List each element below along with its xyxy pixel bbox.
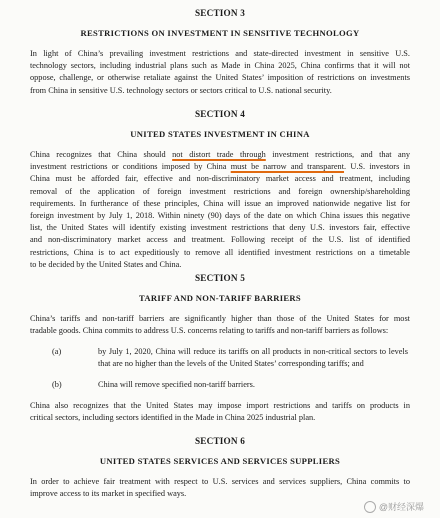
section-6-heading: SECTION 6 [194, 436, 246, 446]
text-run: China recognizes that China should [30, 150, 173, 159]
paragraph-line: China must be afforded fair, effective and non-discriminatory market access and treatment, including [30, 174, 410, 184]
section-3-heading: SECTION 3 [194, 8, 246, 18]
paragraph-line: from China in sensitive U.S. technology sectors or sectors critical to U.S. national security. [30, 85, 332, 95]
paragraph-line: In order to achieve fair treatment with respect to U.S. services and services suppliers, China commits to [30, 477, 410, 486]
list-item-text [98, 379, 408, 391]
text-run: investment restrictions, and that any [265, 150, 410, 159]
text-run: investment restrictions or conditions imposed by China [30, 162, 231, 172]
paragraph-line: requirements. In furtherance of these principles, China will issue an improved nationwide negative list for [30, 198, 410, 208]
list-item-b [0, 379, 440, 393]
paragraph-line: foreign investment by July 1, 2018. Within ninety (90) days of the date on which China issues this negative [30, 211, 410, 221]
paragraph-line: critical sectors, including sectors identified in the Made in China 2025 industrial plan. [30, 413, 316, 423]
section-5-closing [30, 400, 410, 424]
paragraph-line: restrictions, China is to act expeditiously to remove all identified investment restrictions on a timetable [30, 247, 410, 257]
list-item-text [98, 346, 408, 370]
paragraph-line: In light of China’s prevailing investment restrictions and state-directed investment in sensitive U.S. [30, 49, 410, 58]
text-run: . U.S. investors in [344, 162, 410, 172]
paragraph-line: to be decided by the United States and China. [30, 259, 182, 269]
section-4-heading: SECTION 4 [194, 109, 246, 119]
section-4-paragraph [30, 149, 410, 271]
list-item-label: (b) [52, 380, 62, 389]
paragraph-line: China will remove specified non-tariff barriers. [98, 380, 255, 389]
highlighted-phrase: must be narrow and transparent [230, 162, 345, 172]
section-4-title: UNITED STATES INVESTMENT IN CHINA [130, 129, 310, 139]
section-5-heading: SECTION 5 [194, 273, 246, 283]
list-item-label: (a) [52, 347, 62, 356]
paragraph-line: removal of the application of foreign investment restrictions and foreign ownership/shareholding [30, 186, 410, 196]
paragraph-line [30, 161, 410, 173]
list-item-a [0, 346, 440, 372]
paragraph-line: tradable goods. China commits to address U.S. concerns relating to tariffs and non-tariff barriers as follows: [30, 326, 389, 336]
section-5-intro [30, 313, 410, 337]
section-3-title: RESTRICTIONS ON INVESTMENT IN SENSITIVE TECHNOLOGY [80, 28, 360, 38]
weibo-icon [364, 501, 376, 513]
highlighted-phrase: not distort trade through [172, 150, 266, 159]
paragraph-line: by July 1, 2020, China will reduce its tariffs on all products in non-critical sectors to levels [98, 347, 408, 356]
watermark [364, 500, 424, 513]
paragraph-line: that are no higher than the levels of the United States’ corresponding tariffs; and [98, 359, 364, 369]
paragraph-line: list, the United States will identify existing investment restrictions that deny U.S. investors fair, effective [30, 223, 410, 233]
section-6-paragraph [30, 476, 410, 500]
paragraph-line: improve access to its market in specified ways. [30, 489, 187, 499]
watermark-text: @财经深爆 [378, 502, 424, 512]
paragraph-line: oppose, challenge, or otherwise retaliate against the United States’ imposition of restrictions on investments [30, 73, 410, 83]
section-3-paragraph [30, 48, 410, 97]
paragraph-line: China’s tariffs and non-tariff barriers are significantly higher than those of the United States for most [30, 314, 410, 323]
paragraph-line: China also recognizes that the United States may impose import restrictions and tariffs on products in [30, 401, 410, 410]
paragraph-line [30, 149, 410, 161]
section-5-title: TARIFF AND NON-TARIFF BARRIERS [138, 293, 302, 303]
section-6-title: UNITED STATES SERVICES AND SERVICES SUPPLIERS [99, 456, 341, 466]
paragraph-line: technology sectors, including industrial plans such as Made in China 2025, China confirms that it will not [30, 61, 410, 71]
paragraph-line: and non-discriminatory market access and treatment. Following receipt of the U.S. list of identified [30, 235, 410, 245]
